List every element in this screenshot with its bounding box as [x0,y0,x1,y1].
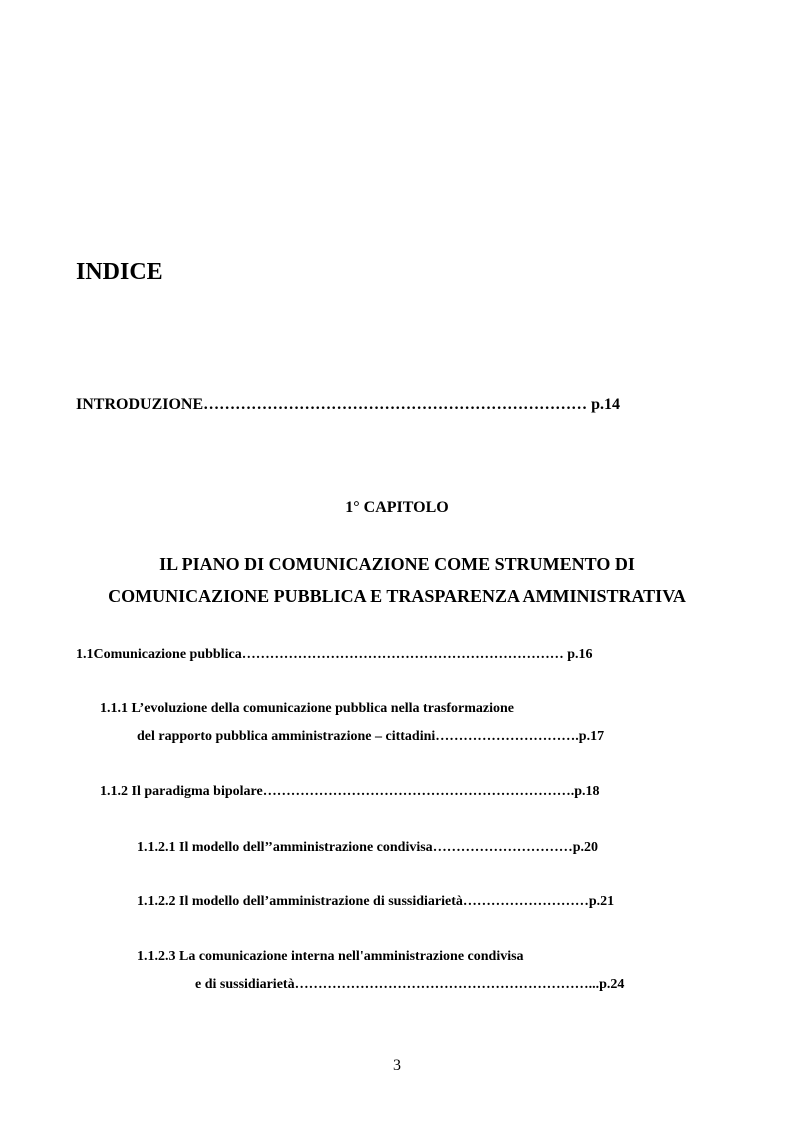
toc-entry-introduction [76,394,620,416]
toc-page-ref: p.17 [578,729,605,744]
page-title: INDICE [76,259,163,285]
toc-entry-label: 1.1.2 Il paradigma bipolare [100,784,263,799]
toc-entry-label: INTRODUZIONE [76,396,204,413]
toc-leader-dots: ………………………………………………………... [294,977,600,992]
toc-leader-dots: ……………………………………………………………… [203,396,588,413]
toc-entry-1-1-1-line-2 [137,727,604,747]
toc-entry-label: 1.1.2.2 Il modello dell’amministrazione di sussidiarietà [137,894,463,909]
toc-page-ref: p.21 [588,894,615,909]
toc-entry-label: del rapporto pubblica amministrazione – cittadini [137,729,436,744]
toc-entry-1-1-2-3-line-2 [195,975,624,995]
chapter-number: 1° CAPITOLO [345,499,449,516]
toc-leader-dots: …………………………………………………………. [262,784,575,799]
toc-page-ref: p.18 [574,784,600,799]
toc-page-ref: p.16 [567,647,593,662]
toc-leader-dots: ……………………… [462,894,589,909]
chapter-title-line-2: COMUNICAZIONE PUBBLICA E TRASPARENZA AMMINISTRATIVA [108,586,686,606]
page-number: 3 [393,1057,401,1074]
toc-entry-1-1-2-3-line-1: 1.1.2.3 La comunicazione interna nell'amministrazione condivisa [137,949,524,964]
toc-leader-dots: …………………………. [435,729,579,744]
toc-entry-1-1-2 [100,782,600,802]
toc-leader-dots: …………………………………………………………… [241,647,564,662]
toc-entry-label: 1.1.2.1 Il modello dell’’amministrazione condivisa [137,840,433,855]
toc-page-ref: p.20 [572,840,598,855]
toc-page-ref: p.24 [599,977,625,992]
toc-leader-dots: ………………………… [432,840,573,855]
toc-entry-label: e di sussidiarietà [195,977,295,992]
toc-entry-1-1 [76,645,593,665]
toc-entry-1-1-1-line-1: 1.1.1 L’evoluzione della comunicazione pubblica nella trasformazione [100,701,515,716]
chapter-title-line-1: IL PIANO DI COMUNICAZIONE COME STRUMENTO DI [159,554,635,574]
toc-entry-label: 1.1Comunicazione pubblica [76,647,242,662]
toc-entry-1-1-2-2 [137,892,614,912]
toc-page-ref: p.14 [591,396,621,413]
toc-entry-1-1-2-1 [137,838,598,858]
